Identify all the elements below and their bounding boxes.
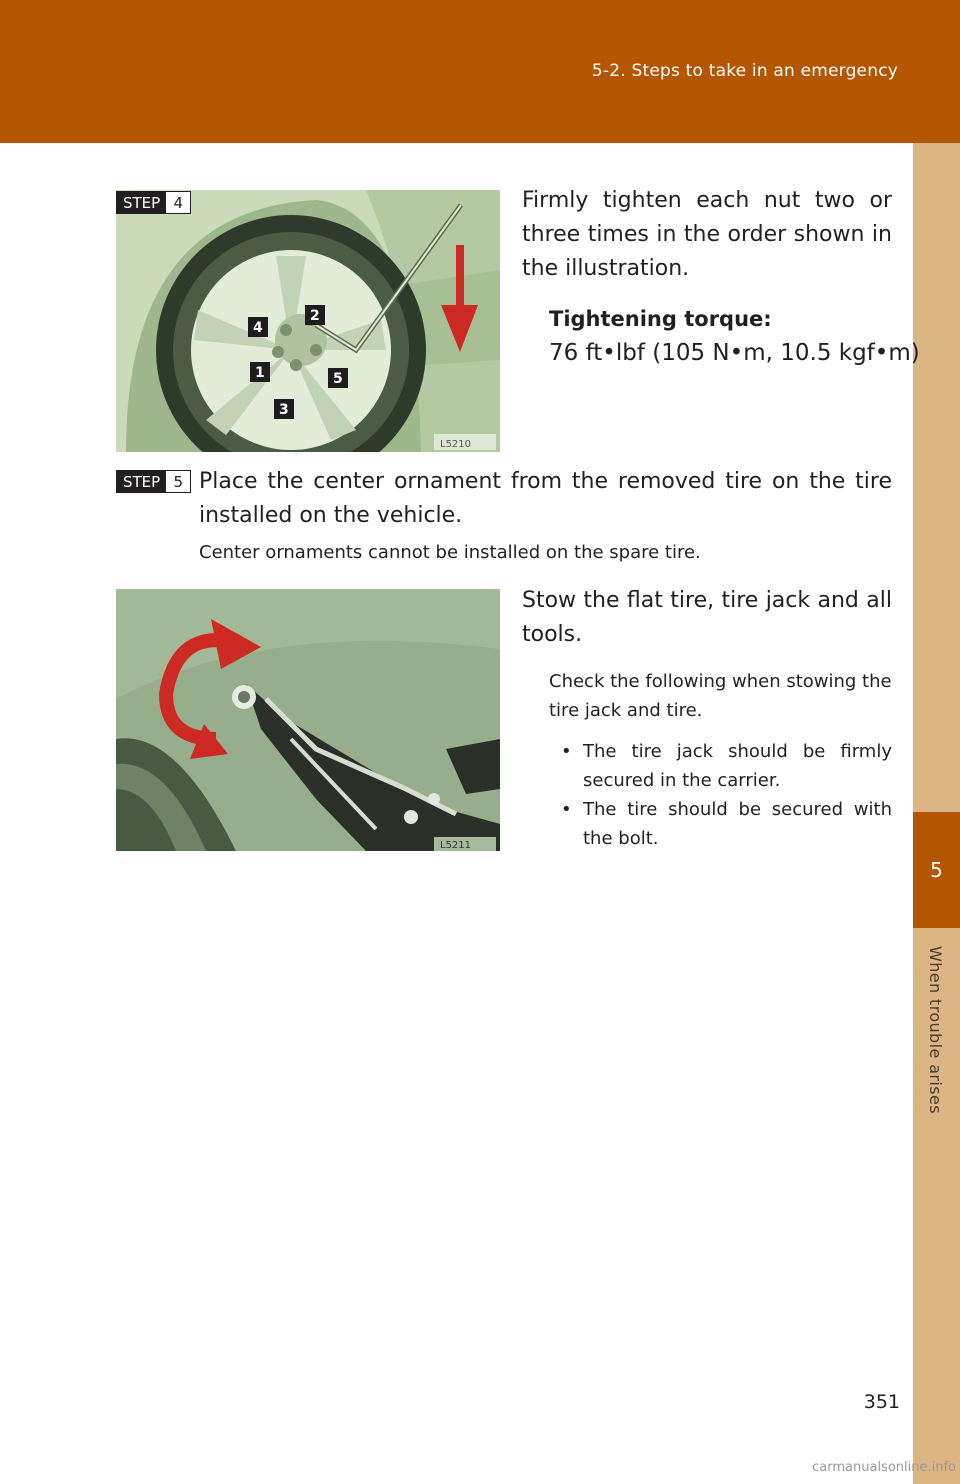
step-4-text: Firmly tighten each nut two or three times in the order shown in the illustration. (522, 188, 892, 281)
stow-text: Stow the flat tire, tire jack and all tools. (522, 588, 892, 647)
wheel-nut-illustration (116, 190, 500, 452)
step-4-badge: STEP 4 (116, 191, 191, 214)
chapter-number: 5 (913, 812, 960, 928)
image-code-2: L5211 (440, 840, 472, 851)
page-number: 351 (863, 1391, 900, 1413)
watermark: carmanualsonline.info (812, 1460, 956, 1475)
torque-label: Tightening torque: (549, 307, 772, 331)
step-5-text: Place the center ornament from the removed tire on the tire installed on the vehicle. (199, 469, 892, 528)
torque-value: 76 ft•lbf (105 N•m, 10.5 kgf•m) (549, 340, 920, 366)
image-code: L5210 (440, 439, 472, 450)
nut-number-3: 3 (279, 402, 289, 418)
step-5-note: Center ornaments cannot be installed on the spare tire. (199, 542, 701, 563)
header-band (0, 0, 960, 143)
nut-number-1: 1 (255, 365, 265, 381)
jack-stowing-illustration (116, 589, 500, 851)
check-intro: Check the following when stowing the tire jack and tire. (549, 671, 892, 721)
nut-number-5: 5 (333, 371, 343, 387)
bullet-item: • The tire jack should be firmly secured in the carrier. (561, 741, 892, 791)
step-5-badge: STEP 5 (116, 470, 191, 493)
nut-number-4: 4 (253, 320, 263, 336)
nut-number-2: 2 (310, 308, 320, 324)
bullet-item: • The tire should be secured with the bolt. (561, 799, 892, 849)
section-title: 5-2. Steps to take in an emergency (591, 61, 898, 81)
